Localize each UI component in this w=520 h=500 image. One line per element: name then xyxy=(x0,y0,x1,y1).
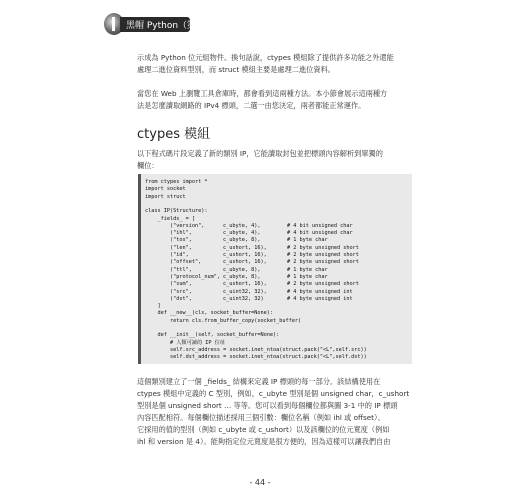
code-code: import struct xyxy=(145,193,186,200)
code-comment: # 2 byte unsigned short xyxy=(287,259,359,266)
code-mid: c_ubyte, 8), xyxy=(223,266,261,273)
code-code: self.dst_address = socket.inet_ntoa(struct.pack("<L",self.dst)) xyxy=(145,354,367,361)
code-code: return cls.from_buffer_copy(socket_buffer) xyxy=(145,317,302,324)
text-line: 它採用的值的型別（例如 c_ubyte 或 c_ushort）以及該欄位的位元寬度（例如 xyxy=(137,425,390,434)
section-heading: ctypes 模組 xyxy=(137,127,211,142)
code-code: ("ttl", xyxy=(145,266,192,273)
intro-paragraph xyxy=(137,52,414,76)
code-mid: c_ushort, 16), xyxy=(223,259,267,266)
text-line: 這個類別建立了一個 _fields_ 結構來定義 IP 標頭的每一部分。該結構使用在 xyxy=(137,377,381,386)
code-mid: c_ushort, 16), xyxy=(223,281,267,288)
text-line: ihl 和 version 是 4）。能夠指定位元寬度是很方便的，因為這樣可以讓我們自由 xyxy=(137,437,391,446)
text-line: 以下程式碼片段定義了新的類別 IP，它能讀取封包並把標頭內容解析到單獨的 xyxy=(137,149,383,158)
code-mid: c_ushort, 16), xyxy=(223,252,267,258)
code-code: ("tos", xyxy=(145,237,192,244)
code-code: import socket xyxy=(145,186,186,193)
code-code: # 人類可讀的 IP 位址 xyxy=(145,339,226,346)
text-line: 內容匹配相符。每個欄位描述採用三個引數：欄位名稱（例如 ihl 或 offset）、 xyxy=(137,413,385,422)
code-comment: # 2 byte unsigned short xyxy=(287,281,359,288)
code-comment: # 4 bit unsigned char xyxy=(287,230,353,237)
text-line: 法是怎麼讀取網路的 IPv4 標頭，二選一由您決定，兩者都能正常運作。 xyxy=(137,101,366,110)
code-code: class IP(Structure): xyxy=(145,208,208,215)
code-mid: c_ubyte, 8), xyxy=(223,237,261,244)
code-mid: c_ushort, 16), xyxy=(223,244,267,251)
code-code: ("len", xyxy=(145,244,192,251)
code-code: _fields_ = [ xyxy=(145,215,195,222)
text-line: ctypes 模組中定義的 C 型別，例如，c_ubyte 型別是個 unsigned char，c_ushort xyxy=(137,389,410,398)
code-code: ("id", xyxy=(145,252,189,258)
book-title: 黑帽 Python（第二版） xyxy=(126,21,224,31)
code-comment: # 1 byte char xyxy=(287,237,328,244)
code-comment: # 4 byte unsigned int xyxy=(287,295,353,302)
explanation-paragraph xyxy=(137,376,414,448)
page-number: - 44 - xyxy=(249,478,271,487)
code-code: self.src_address = socket.inet_ntoa(struct.pack("<L",self.src)) xyxy=(145,346,367,353)
methods-paragraph xyxy=(137,88,414,112)
code-code: ] xyxy=(145,303,161,310)
code-intro-paragraph xyxy=(137,148,414,172)
code-code: ("offset", xyxy=(145,259,202,266)
code-mid: c_uint32, 32) xyxy=(223,295,264,302)
code-comment: # 1 byte char xyxy=(287,266,328,273)
code-code: def __init__(self, socket_buffer=None): xyxy=(145,332,280,339)
code-code: ("src", xyxy=(145,288,192,295)
code-mid: c_ubyte, 4), xyxy=(223,222,261,229)
text-line: 欄位： xyxy=(137,161,159,170)
code-code: ("sum", xyxy=(145,281,192,288)
text-line: 型別是個 unsigned short … 等等。您可以看到每個欄位都與圖 3-1 中的 IP 標頭 xyxy=(137,401,398,410)
code-code: ("ihl", xyxy=(145,230,192,237)
code-code: from ctypes import * xyxy=(145,179,208,185)
running-header xyxy=(104,13,404,39)
code-mid: c_ubyte, 8), xyxy=(223,273,261,280)
code-code: def __new__(cls, socket_buffer=None): xyxy=(145,310,274,317)
code-comment: # 2 byte unsigned short xyxy=(287,244,359,251)
code-comment: # 4 bit unsigned char xyxy=(287,222,353,229)
text-line: 當您在 Web 上瀏覽工具倉庫時，都會看到這兩種方法。本小節會展示這兩種方 xyxy=(137,89,388,98)
code-comment: # 4 byte unsigned int xyxy=(287,288,353,295)
code-mid: c_ubyte, 4), xyxy=(223,230,261,237)
text-line: 示成為 Python 位元組物件。換句話說，ctypes 模組除了提供許多功能之外還能 xyxy=(137,53,394,62)
code-mid: c_uint32, 32), xyxy=(223,288,267,295)
text-line: 處理二進位資料型別，而 struct 模組主要是處理二進位資料。 xyxy=(137,65,335,74)
code-code: ("version", xyxy=(145,222,205,229)
code-code: ("protocol_num", xyxy=(145,273,220,280)
code-code: ("dst", xyxy=(145,295,192,302)
code-comment: # 2 byte unsigned short xyxy=(287,252,359,258)
code-comment: # 1 byte char xyxy=(287,273,328,280)
